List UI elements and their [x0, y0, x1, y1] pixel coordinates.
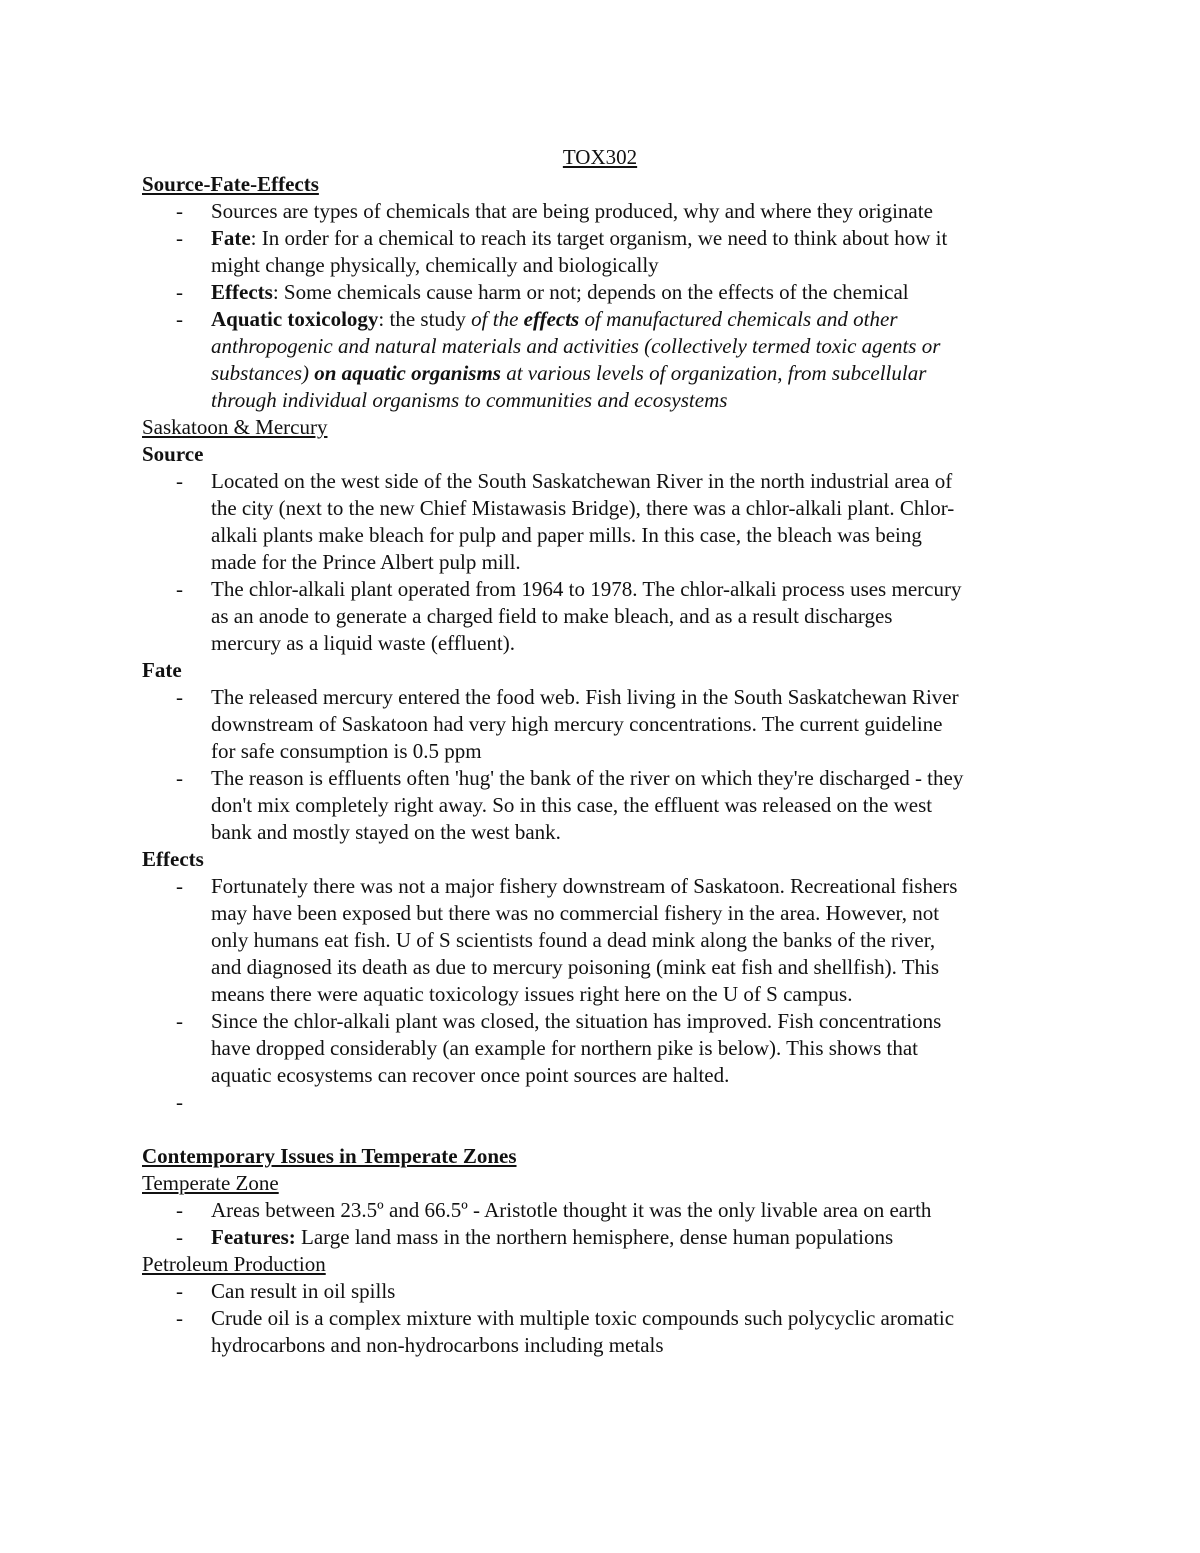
section-heading: Source-Fate-Effects	[142, 172, 319, 196]
text-run: hydrocarbons and non-hydrocarbons including metals	[211, 1333, 664, 1357]
text-run: Aquatic toxicology	[211, 307, 379, 331]
bullet-dash: -	[176, 1225, 183, 1249]
bullet-dash: -	[176, 1090, 183, 1114]
text-run: have dropped considerably (an example for northern pike is below). This shows that	[211, 1036, 919, 1060]
bullet-dash: -	[176, 469, 183, 493]
text-run: effects	[523, 307, 580, 331]
text-line	[211, 981, 1082, 1008]
text-run: : the study	[378, 307, 472, 331]
text-run: as an anode to generate a charged field to make bleach, and as a result discharges	[211, 604, 893, 628]
text-run: bank and mostly stayed on the west bank.	[211, 820, 561, 844]
text-line	[211, 1089, 1082, 1116]
bullet-item	[142, 765, 1082, 846]
section-heading: Contemporary Issues in Temperate Zones	[142, 1144, 517, 1168]
text-line	[211, 711, 1082, 738]
text-run: Fortunately there was not a major fishery downstream of Saskatoon. Recreational fishers	[211, 874, 958, 898]
text-run: at various levels of organization, from subcellular	[500, 361, 927, 385]
bullet-dash: -	[176, 1306, 183, 1330]
text-run: Sources are types of chemicals that are being produced, why and where they originate	[211, 199, 933, 223]
text-run: Fate	[211, 226, 251, 250]
bullet-item	[142, 279, 1082, 306]
text-line	[211, 576, 1082, 603]
bullet-dash: -	[176, 1279, 183, 1303]
text-run: only humans eat fish. U of S scientists found a dead mink along the banks of the river,	[211, 928, 936, 952]
text-line	[211, 1278, 1082, 1305]
bullet-item	[142, 576, 1082, 657]
text-line	[211, 306, 1082, 333]
text-run: mercury as a liquid waste (effluent).	[211, 631, 515, 655]
text-line	[211, 900, 1082, 927]
text-run: of manufactured chemicals and other	[579, 307, 898, 331]
text-line	[211, 684, 1082, 711]
bullet-item	[142, 225, 1082, 279]
bullet-item	[142, 1224, 1082, 1251]
text-line	[211, 1224, 1082, 1251]
text-run: means there were aquatic toxicology issues right here on the U of S campus.	[211, 982, 853, 1006]
bullet-item	[142, 1197, 1082, 1224]
text-line	[211, 954, 1082, 981]
text-line	[211, 1062, 1082, 1089]
text-line	[211, 549, 1082, 576]
section-heading: Temperate Zone	[142, 1171, 279, 1195]
text-line	[211, 927, 1082, 954]
text-run: Effects	[211, 280, 273, 304]
text-line	[211, 873, 1082, 900]
document-title: TOX302	[562, 145, 638, 169]
text-run: and diagnosed its death as due to mercury poisoning (mink eat fish and shellfish). This	[211, 955, 940, 979]
bullet-dash: -	[176, 766, 183, 790]
text-run: might change physically, chemically and biologically	[211, 253, 659, 277]
text-run: anthropogenic and natural materials and activities (collectively termed toxic agents or	[211, 334, 941, 358]
text-run: Can result in oil spills	[211, 1279, 396, 1303]
text-line	[211, 792, 1082, 819]
text-run: through individual organisms to communities and ecosystems	[211, 388, 728, 412]
text-line	[211, 1197, 1082, 1224]
section-heading: Fate	[142, 658, 182, 682]
section-heading: Petroleum Production	[142, 1252, 326, 1276]
text-line	[211, 630, 1082, 657]
text-run: alkali plants make bleach for pulp and paper mills. In this case, the bleach was being	[211, 523, 922, 547]
text-run: the city (next to the new Chief Mistawasis Bridge), there was a chlor-alkali plant. Chlor-	[211, 496, 955, 520]
text-run: The released mercury entered the food web. Fish living in the South Saskatchewan River	[211, 685, 959, 709]
bullet-dash: -	[176, 226, 183, 250]
section-heading: Source	[142, 442, 204, 466]
bullet-item	[142, 306, 1082, 414]
bullet-item	[142, 873, 1082, 1008]
text-run: don't mix completely right away. So in this case, the effluent was released on the west	[211, 793, 933, 817]
text-run: on aquatic organisms	[314, 361, 501, 385]
text-line	[211, 765, 1082, 792]
bullet-dash: -	[176, 307, 183, 331]
text-line	[211, 360, 1082, 387]
bullet-dash: -	[176, 577, 183, 601]
text-run: Since the chlor-alkali plant was closed, the situation has improved. Fish concentrations	[211, 1009, 942, 1033]
text-run: Located on the west side of the South Saskatchewan River in the north industrial area of	[211, 469, 953, 493]
text-line	[211, 495, 1082, 522]
text-line	[211, 252, 1082, 279]
text-line	[211, 522, 1082, 549]
text-run: The chlor-alkali plant operated from 1964 to 1978. The chlor-alkali process uses mercury	[211, 577, 962, 601]
text-line	[211, 738, 1082, 765]
text-line	[211, 333, 1082, 360]
bullet-dash: -	[176, 199, 183, 223]
text-run: Features:	[211, 1225, 296, 1249]
bullet-dash: -	[176, 1009, 183, 1033]
text-run: made for the Prince Albert pulp mill.	[211, 550, 521, 574]
text-run: Areas between 23.5º and 66.5º - Aristotle thought it was the only livable area on earth	[211, 1198, 932, 1222]
text-run: downstream of Saskatoon had very high mercury concentrations. The current guideline	[211, 712, 943, 736]
text-run: Crude oil is a complex mixture with multiple toxic compounds such polycyclic aromatic	[211, 1306, 955, 1330]
text-line	[211, 1332, 1082, 1359]
text-line	[211, 1008, 1082, 1035]
text-line	[211, 819, 1082, 846]
section-heading: Saskatoon & Mercury	[142, 415, 328, 439]
text-line	[211, 468, 1082, 495]
text-run: : Some chemicals cause harm or not; depends on the effects of the chemical	[272, 280, 909, 304]
blank-line	[142, 1116, 1082, 1143]
bullet-item	[142, 1278, 1082, 1305]
text-line	[211, 279, 1082, 306]
text-line	[211, 1305, 1082, 1332]
bullet-dash: -	[176, 280, 183, 304]
text-run: Large land mass in the northern hemisphere, dense human populations	[295, 1225, 894, 1249]
bullet-item	[142, 684, 1082, 765]
text-line	[211, 225, 1082, 252]
bullet-item	[142, 1089, 1082, 1116]
text-line	[211, 387, 1082, 414]
bullet-item	[142, 198, 1082, 225]
text-run: : In order for a chemical to reach its target organism, we need to think about how it	[250, 226, 948, 250]
text-run: substances)	[211, 361, 315, 385]
text-line	[211, 1035, 1082, 1062]
section-heading: Effects	[142, 847, 204, 871]
text-line	[211, 198, 1082, 225]
bullet-item	[142, 1008, 1082, 1089]
text-run: aquatic ecosystems can recover once point sources are halted.	[211, 1063, 730, 1087]
bullet-dash: -	[176, 874, 183, 898]
bullet-item	[142, 468, 1082, 576]
text-run: The reason is effluents often 'hug' the bank of the river on which they're discharged - they	[211, 766, 964, 790]
bullet-dash: -	[176, 685, 183, 709]
text-line	[211, 603, 1082, 630]
text-run: of the	[471, 307, 524, 331]
text-run: for safe consumption is 0.5 ppm	[211, 739, 482, 763]
text-run: may have been exposed but there was no commercial fishery in the area. However, not	[211, 901, 940, 925]
document-body	[142, 171, 1082, 1359]
bullet-item	[142, 1305, 1082, 1359]
bullet-dash: -	[176, 1198, 183, 1222]
